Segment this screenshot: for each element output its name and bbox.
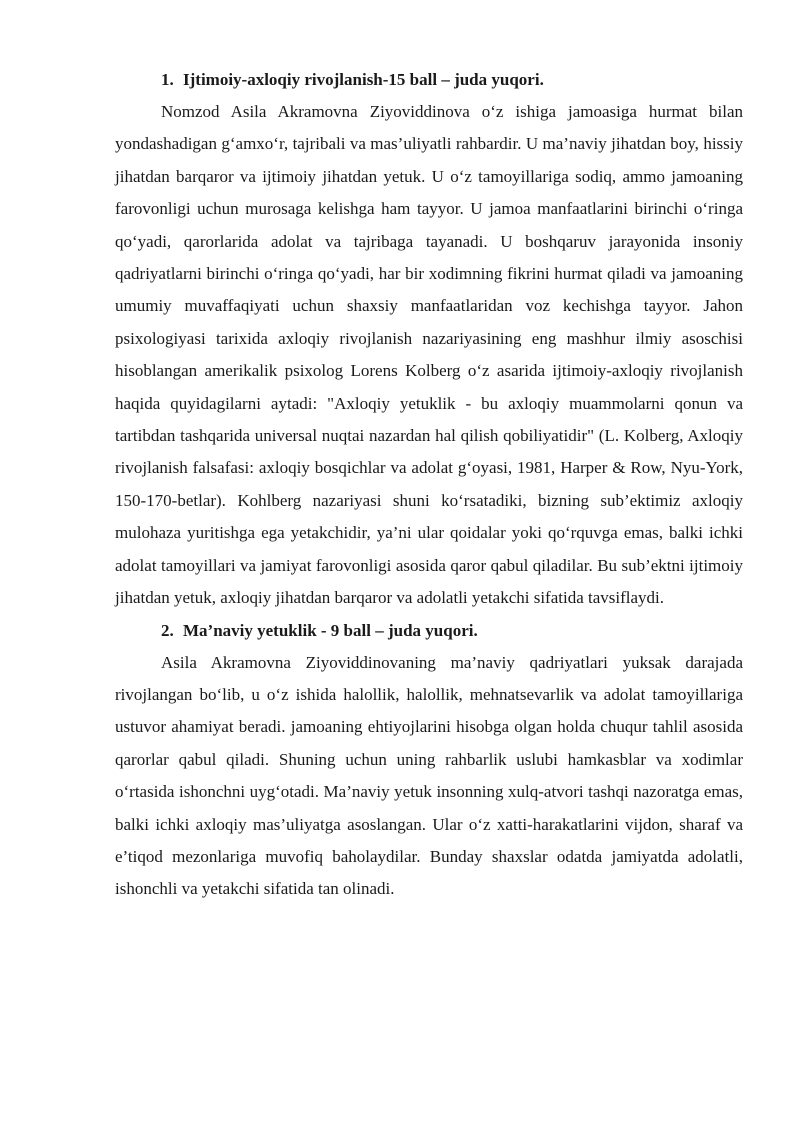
section-paragraph: Asila Akramovna Ziyoviddinovaning ma’naviy qadriyatlari yuksak darajada rivojlangan bo‘lib, u o‘z ishida halollik, halollik, mehnatsevarlik va adolat tamoyillariga ustuvor ahamiyat beradi. jamoaning ehtiyojlarini hisobga olgan holda chuqur tahlil asosida qarorlar qabul qiladi. Shuning uchun uning rahbarlik uslubi hamkasblar va xodimlar o‘rtasida ishonchni uyg‘otadi. Ma’naviy yetuk insonning xulq-atvori tashqi nazoratga emas, balki ichki axloqiy mas’uliyatga asoslangan. Ular o‘z xatti-harakatlarini vijdon, sharaf va e’tiqod mezonlariga muvofiq baholaydilar. Bunday shaxslar odatda jamiyatda adolatli, ishonchli va yetakchi sifatida tan olinadi. [115, 652, 743, 899]
section-paragraph: Nomzod Asila Akramovna Ziyoviddinova o‘z ishiga jamoasiga hurmat bilan yondashadigan g‘amxo‘r, tajribali va mas’uliyatli rahbardir. U ma’naviy jihatdan boy, hissiy jihatdan barqaror va ijtimoiy jihatdan yetuk. U o‘z tamoyillariga sodiq, ammo jamoaning farovonligi uchun murosaga kelishga ham tayyor. U jamoa manfaatlarini birinchi o‘ringa qo‘yadi, qarorlarida adolat va tajribaga tayanadi. U boshqaruv jarayonida insoniy qadriyatlarni birinchi o‘ringa qo‘yadi, har bir xodimning fikrini hurmat qiladi va jamoaning umumiy muvaffaqiyati uchun shaxsiy manfaatlaridan voz kechishga tayyor. Jahon psixologiyasi tarixida axloqiy rivojlanish nazariyasining eng mashhur ilmiy asoschisi hisoblangan amerikalik psixolog Lorens Kolberg o‘z asarida ijtimoiy-axloqiy rivojlanish haqida quyidagilarni aytadi: "Axloqiy yetuklik - bu axloqiy muammolarni qonun va tartibdan tashqarida universal nuqtai nazardan hal qilish qobiliyatidir" (L. Kolberg, Axloqiy rivojlanish falsafasi: axloqiy bosqichlar va adolat g‘oyasi, 1981, Harper & Row, Nyu-York, 150-170-betlar). Kohlberg nazariyasi shuni ko‘rsatadiki, bizning sub’ektimiz axloqiy mulohaza yuritishga ega yetakchidir, ya’ni ular qoidalar yoki qo‘rquvga emas, balki ichki adolat tamoyillari va jamiyat farovonligi asosida qaror qabul qiladilar. Bu sub’ektni ijtimoiy jihatdan yetuk, axloqiy jihatdan barqaror va adolatli yetakchi sifatida tavsiflaydi. [115, 102, 743, 608]
section-spiritual-maturity [115, 615, 743, 906]
section-social-moral [115, 64, 743, 615]
section-heading [115, 64, 743, 96]
section-heading [115, 615, 743, 647]
section-title: Ijtimoiy-axloqiy rivojlanish-15 ball – juda yuqori. [183, 70, 544, 89]
section-title: Ma’naviy yetuklik - 9 ball – juda yuqori. [183, 620, 478, 640]
section-number: 2. [161, 620, 174, 640]
section-number: 1. [161, 70, 174, 89]
document-page [115, 64, 743, 906]
